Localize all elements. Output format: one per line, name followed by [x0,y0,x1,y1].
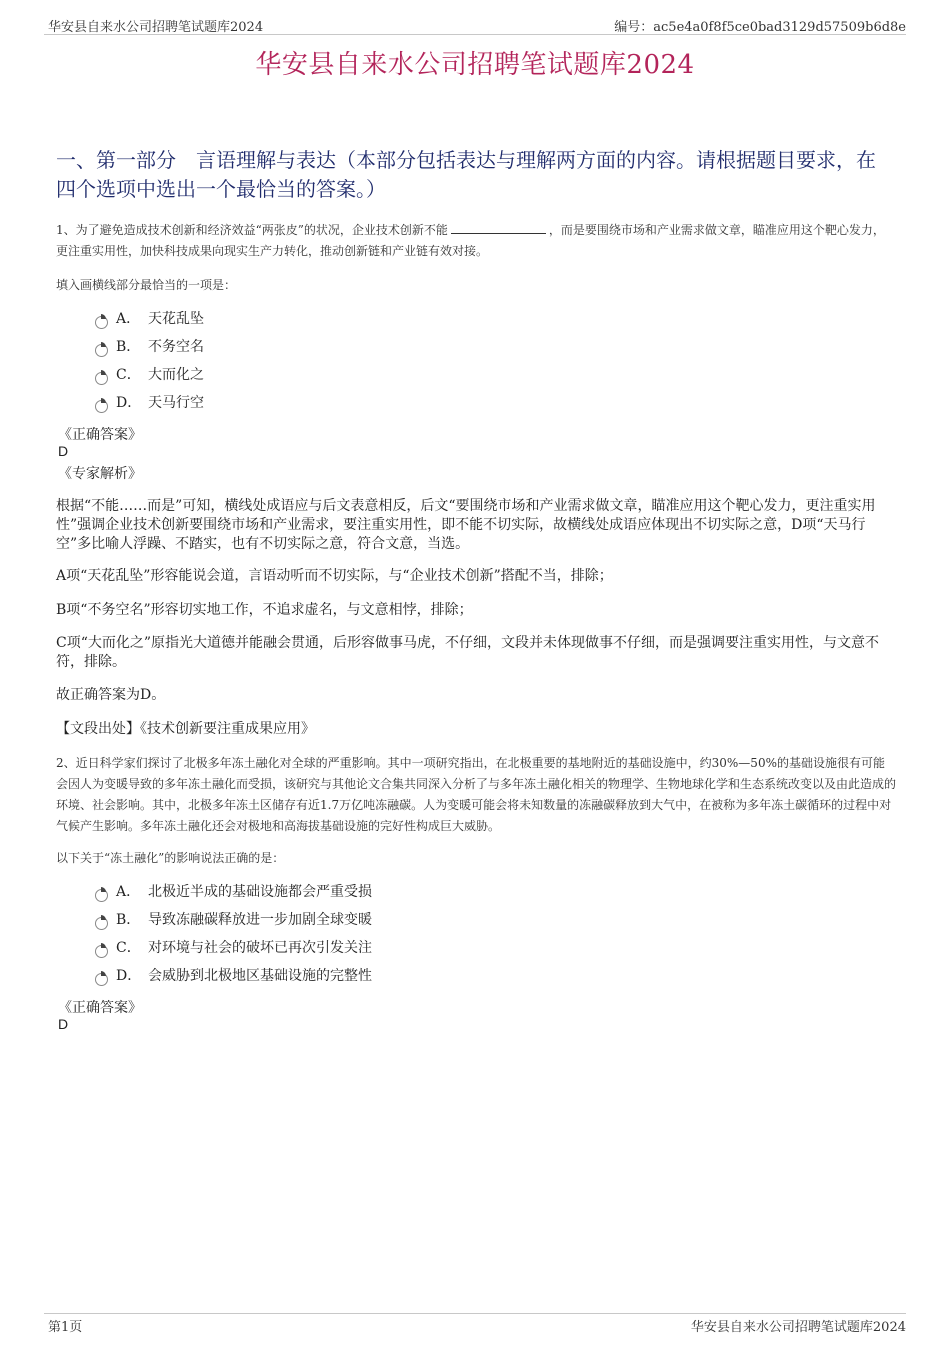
radio-icon[interactable] [95,945,108,958]
question-2-option-b[interactable] [95,909,372,931]
page-footer [44,1313,906,1334]
option-text: 天马行空 [148,395,204,411]
analysis-paragraph: C项“大而化之”原指光大道德并能融会贯通，后形容做事马虎，不仔细，文段并未体现做事不仔细，而是强调要注重实用性，与文意不符，排除。 [56,635,880,670]
question-1-option-a[interactable] [95,308,204,330]
option-text: 会威胁到北极地区基础设施的完整性 [148,968,372,984]
page-title: 华安县自来水公司招聘笔试题库2024 [255,50,695,80]
option-letter: A． [116,884,141,900]
question-2-answer: D [58,1016,69,1032]
section-heading: 一、第一部分 言语理解与表达（本部分包括表达与理解两方面的内容。请根据题目要求，在四个选项中选出一个最恰当的答案。） [56,148,876,201]
source-citation: 【文段出处】《技术创新要注重成果应用》 [56,721,315,737]
option-text: 大而化之 [148,367,204,383]
question-1-option-c[interactable] [95,364,204,386]
question-1-prompt: 填入画横线部分最恰当的一项是： [56,278,237,292]
question-1-answer-label: 《正确答案》 [58,427,142,443]
radio-icon[interactable] [95,889,108,902]
option-text: 天花乱坠 [148,311,204,327]
analysis-paragraph: A项“天花乱坠”形容能说会道，言语动听而不切实际，与“企业技术创新”搭配不当，排除； [56,568,613,584]
option-letter: D． [116,395,142,411]
question-1-text [56,220,896,262]
question-2-option-d[interactable] [95,965,372,987]
question-2-prompt: 以下关于“冻土融化”的影响说法正确的是： [56,851,285,865]
radio-icon[interactable] [95,344,108,357]
question-1-text-before: 1、为了避免造成技术创新和经济效益“两张皮”的状况，企业技术创新不能 [56,223,448,237]
question-2-answer-label: 《正确答案》 [58,1000,142,1016]
option-letter: C． [116,367,141,383]
radio-icon[interactable] [95,316,108,329]
radio-icon[interactable] [95,917,108,930]
radio-icon[interactable] [95,400,108,413]
header-doc-id: 编号：ac5e4a0f8f5ce0bad3129d57509b6d8e [614,20,906,35]
header-doc-title: 华安县自来水公司招聘笔试题库2024 [48,20,264,35]
page-header [44,14,906,35]
option-text: 北极近半成的基础设施都会严重受损 [148,884,372,900]
radio-icon[interactable] [95,372,108,385]
option-text: 不务空名 [148,339,204,355]
option-letter: D． [116,968,142,984]
question-1-option-d[interactable] [95,392,204,414]
analysis-paragraph: 根据“不能……而是”可知，横线处成语应与后文表意相反，后文“要围绕市场和产业需求做文章，瞄准应用这个靶心发力，更注重实用性”强调企业技术创新要围绕市场和产业需求，要注重实用性，即不能不切实际，故横线处成语应体现出不切实际之意，D项“天马行空”多比喻人浮躁、不踏实，也有不切实际之意，符合文意，当选。 [56,498,876,552]
option-letter: A． [116,311,141,327]
page-number: 第1页 [48,1320,83,1335]
footer-doc-title: 华安县自来水公司招聘笔试题库2024 [690,1320,906,1335]
analysis-paragraph: B项“不务空名”形容切实地工作，不追求虚名，与文意相悖，排除； [56,602,473,618]
question-2-option-a[interactable] [95,881,372,903]
question-1-answer: D [58,443,69,459]
radio-icon[interactable] [95,973,108,986]
option-letter: B． [116,339,141,355]
analysis-paragraph: 故正确答案为D。 [56,687,166,703]
option-text: 对环境与社会的破坏已再次引发关注 [148,940,372,956]
fill-blank [451,221,546,234]
question-1-text-after: ，而是要围绕市场和产业需求做文章，瞄准应用这个靶心发力，更注重实用性，加快科技成果向现实生产力转化，推动创新链和产业链有效对接。 [56,223,885,258]
question-2-option-c[interactable] [95,937,372,959]
option-text: 导致冻融碳释放进一步加剧全球变暖 [148,912,372,928]
option-letter: C． [116,940,141,956]
question-1-option-b[interactable] [95,336,204,358]
question-1-analysis-label: 《专家解析》 [58,466,142,482]
question-2-text: 2、近日科学家们探讨了北极多年冻土融化对全球的严重影响。其中一项研究指出，在北极重要的基地附近的基础设施中，约30%—50%的基础设施很有可能会因人为变暖导致的多年冻土融化而受损，该研究与其他论文合集共同深入分析了与多年冻土融化相关的物理学、生物地球化学和生态系统改变以及由此造成的环境、社会影响。其中，北极多年冻土区储存有近1.7万亿吨冻融碳。人为变暖可能会将未知数量的冻融碳释放到大气中，在被称为多年冻土碳循环的过程中对气候产生影响。多年冻土融化还会对极地和高海拔基础设施的完好性构成巨大威胁。 [56,756,897,833]
option-letter: B． [116,912,141,928]
